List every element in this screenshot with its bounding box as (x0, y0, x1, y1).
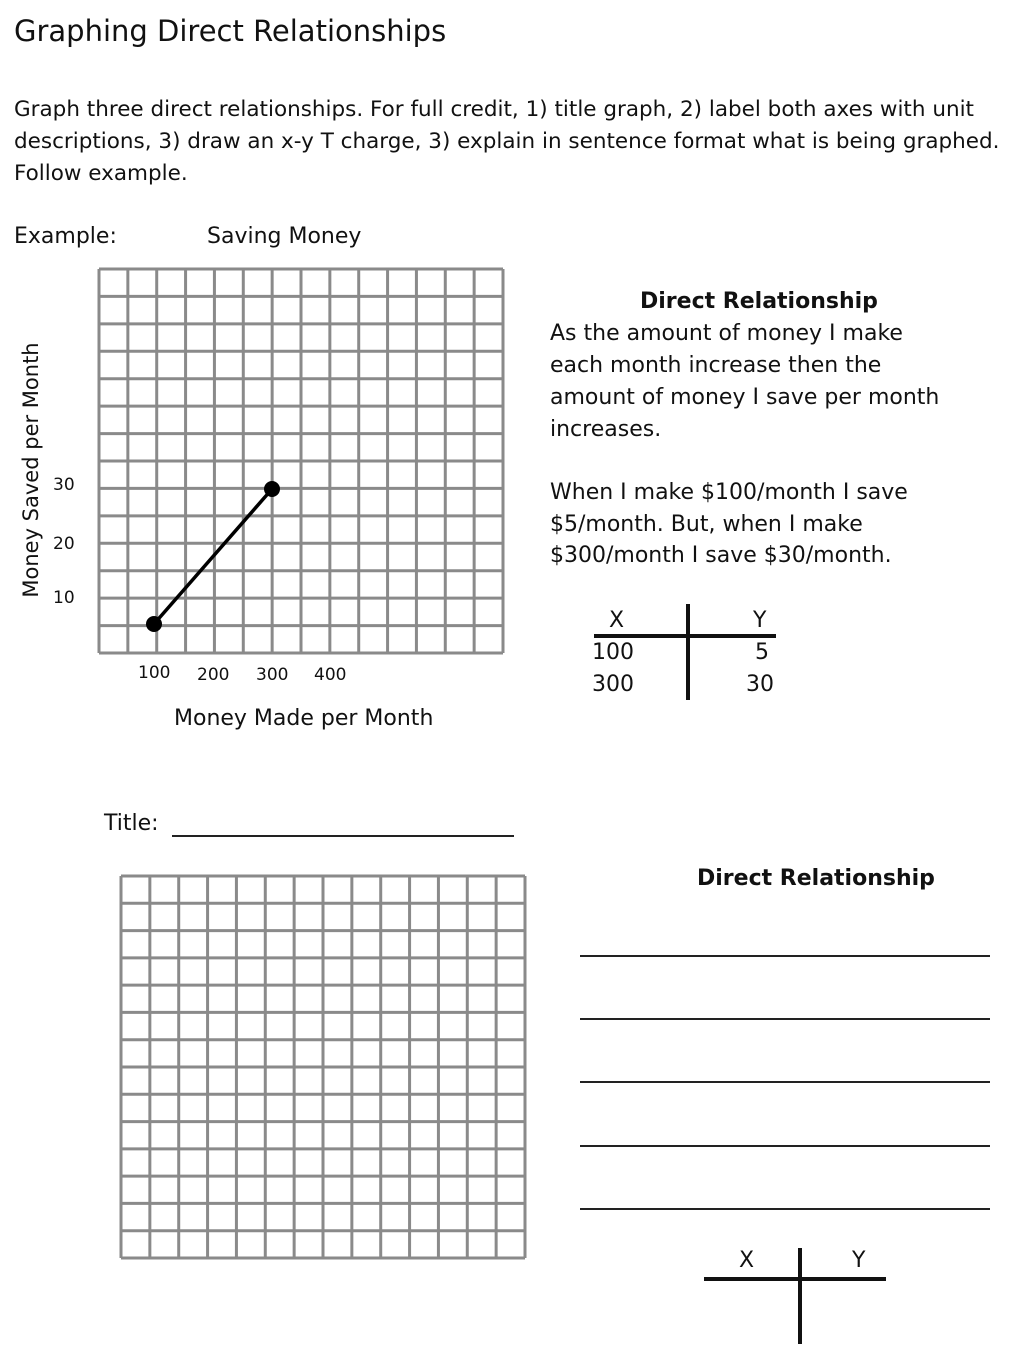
instructions-line-2: descriptions, 3) draw an x-y T charge, 3) explain in sentence format what is being graphed. (14, 129, 1000, 154)
blank-explanation-heading: Direct Relationship (697, 866, 935, 891)
y-tick-label: 20 (53, 534, 75, 554)
t-chart-cell: 30 (746, 672, 774, 697)
explanation-line: increases. (550, 417, 662, 442)
blank-graph-grid[interactable] (118, 873, 528, 1261)
y-tick-label: 10 (53, 588, 75, 608)
y-axis-label: Money Saved per Month (19, 342, 43, 598)
answer-line[interactable] (580, 1145, 990, 1147)
answer-line[interactable] (580, 1208, 990, 1210)
explanation-line: $5/month. But, when I make (550, 512, 863, 537)
explanation-line: When I make $100/month I save (550, 480, 908, 505)
blank-t-chart-lines (700, 1244, 900, 1354)
t-chart-cell: 100 (592, 640, 634, 665)
explanation-line: As the amount of money I make (550, 321, 903, 346)
x-axis-label: Money Made per Month (174, 706, 434, 731)
title-blank-line[interactable] (172, 835, 514, 837)
y-tick-label: 30 (53, 475, 75, 495)
blank-grid-lines (121, 876, 525, 1258)
example-grid-lines (99, 269, 503, 653)
x-tick-label: 400 (314, 665, 347, 685)
answer-line[interactable] (580, 955, 990, 957)
t-chart-cell: 5 (755, 640, 769, 665)
explanation-line: amount of money I save per month (550, 385, 940, 410)
blank-t-chart-x-header: X (739, 1248, 755, 1273)
blank-t-chart-y-header: Y (852, 1248, 866, 1273)
t-chart-x-header: X (609, 608, 625, 633)
x-tick-label: 300 (256, 665, 289, 685)
explanation-line: $300/month I save $30/month. (550, 543, 892, 568)
example-chart-title: Saving Money (207, 224, 362, 249)
instructions-line-1: Graph three direct relationships. For full credit, 1) title graph, 2) label both axes with unit (14, 97, 974, 122)
x-tick-label: 100 (138, 663, 171, 683)
blank-title-label: Title: (104, 811, 159, 836)
x-tick-label: 200 (197, 665, 230, 685)
t-chart-cell: 300 (592, 672, 634, 697)
explanation-heading: Direct Relationship (640, 289, 878, 314)
explanation-line: each month increase then the (550, 353, 882, 378)
t-chart-y-header: Y (753, 608, 767, 633)
example-label: Example: (14, 224, 117, 249)
answer-line[interactable] (580, 1018, 990, 1020)
page-title: Graphing Direct Relationships (14, 14, 447, 48)
data-point (264, 481, 280, 497)
answer-line[interactable] (580, 1081, 990, 1083)
instructions-line-3: Follow example. (14, 161, 188, 186)
data-point (146, 616, 162, 632)
example-chart (96, 266, 506, 656)
